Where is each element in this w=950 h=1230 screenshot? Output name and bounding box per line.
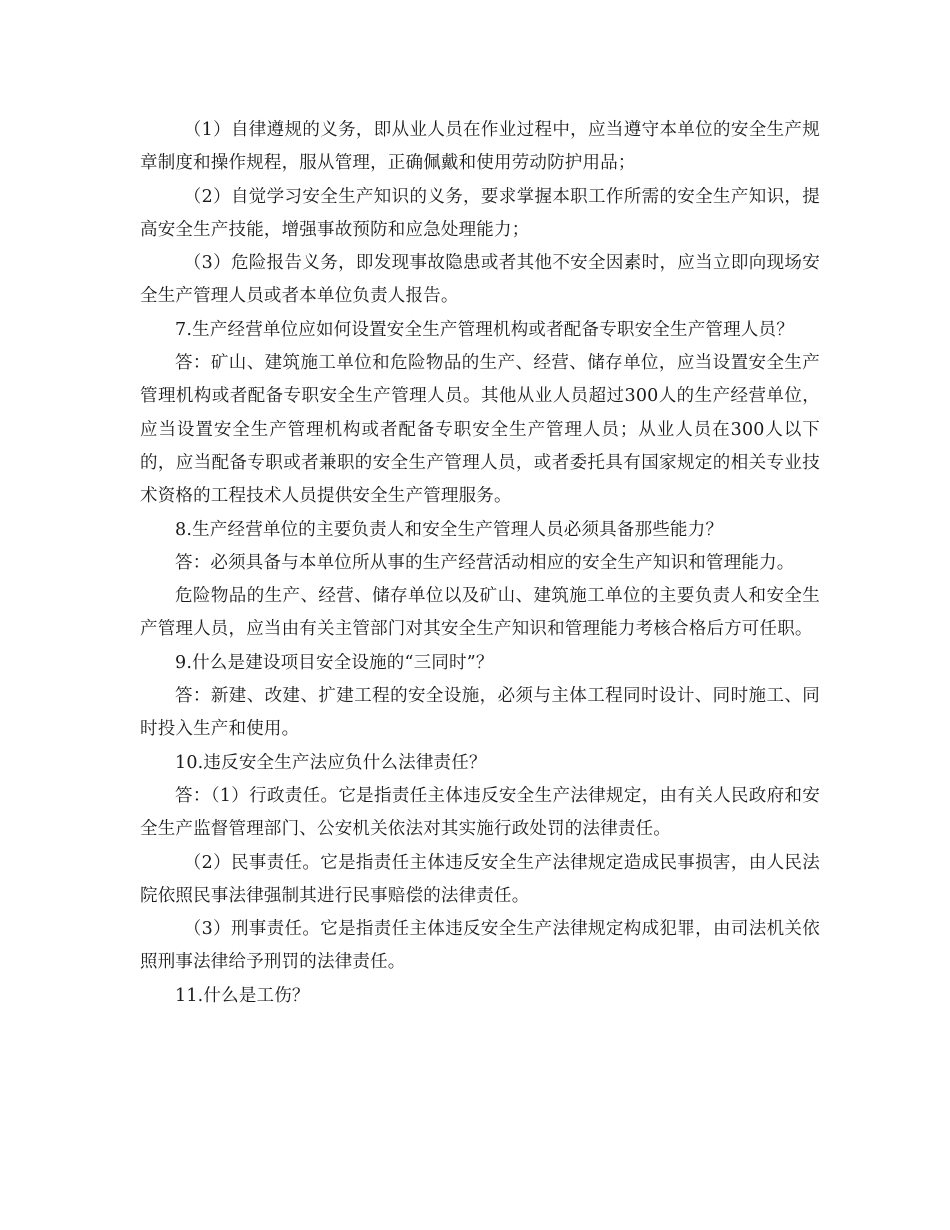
- answer-10-criminal: （3）刑事责任。它是指责任主体违反安全生产法律规定构成犯罪，由司法机关依照刑事法律给予刑罚的法律责任。: [140, 919, 820, 973]
- question-11: 11.什么是工伤？: [175, 985, 310, 1006]
- question-10: 10.违反安全生产法应负什么法律责任？: [175, 752, 487, 773]
- question-9: 9.什么是建设项目安全设施的“三同时”？: [175, 652, 494, 673]
- answer-7: 答：矿山、建筑施工单位和危险物品的生产、经营、储存单位，应当设置安全生产管理机构或者配备专职安全生产管理人员。其他从业人员超过300人的生产经营单位，应当设置安全生产管理机构或者配备专职安全生产管理人员；从业人员在300人以下的，应当配备专职或者兼职的安全生产管理人员，或者委托具有国家规定的相关专业技术资格的工程技术人员提供安全生产管理服务。: [140, 353, 820, 507]
- paragraph-duty-1: （1）自律遵规的义务，即从业人员在作业过程中，应当遵守本单位的安全生产规章制度和操作规程，服从管理，正确佩戴和使用劳动防护用品；: [140, 120, 820, 174]
- answer-9: 答：新建、改建、扩建工程的安全设施，必须与主体工程同时设计、同时施工、同时投入生产和使用。: [140, 686, 820, 740]
- paragraph-duty-2: （2）自觉学习安全生产知识的义务，要求掌握本职工作所需的安全生产知识，提高安全生产技能，增强事故预防和应急处理能力；: [140, 186, 820, 240]
- document-body: [140, 114, 820, 1013]
- question-8: 8.生产经营单位的主要负责人和安全生产管理人员必须具备那些能力？: [175, 519, 724, 540]
- answer-10-civil: （2）民事责任。它是指责任主体违反安全生产法律规定造成民事损害，由人民法院依照民事法律强制其进行民事赔偿的法律责任。: [140, 852, 820, 906]
- answer-8-continued: 危险物品的生产、经营、储存单位以及矿山、建筑施工单位的主要负责人和安全生产管理人员，应当由有关主管部门对其安全生产知识和管理能力考核合格后方可任职。: [140, 586, 820, 640]
- paragraph-duty-3: （3）危险报告义务，即发现事故隐患或者其他不安全因素时，应当立即向现场安全生产管理人员或者本单位负责人报告。: [140, 253, 820, 307]
- question-7: 7.生产经营单位应如何设置安全生产管理机构或者配备专职安全生产管理人员？: [175, 319, 794, 340]
- answer-10-administrative: 答：（1）行政责任。它是指责任主体违反安全生产法律规定，由有关人民政府和安全生产监督管理部门、公安机关依法对其实施行政处罚的法律责任。: [140, 785, 820, 840]
- answer-8: 答：必须具备与本单位所从事的生产经营活动相应的安全生产知识和管理能力。: [175, 552, 795, 573]
